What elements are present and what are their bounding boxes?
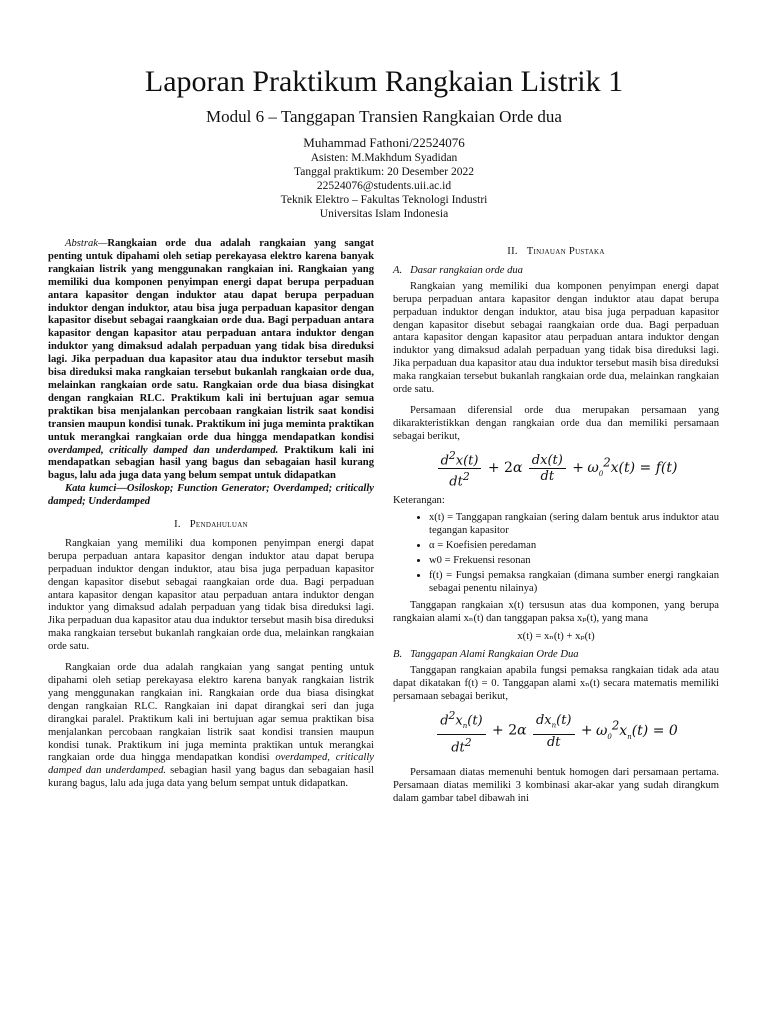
section-title-2: Tinjauan Pustaka [526, 246, 605, 257]
paper-title: Laporan Praktikum Rangkaian Listrik 1 [144, 65, 624, 98]
keywords: Kata kumci—Osiloskop; Function Generator; Overdamped; critically damped; Underdamped [48, 483, 374, 508]
equation-homogeneous: $\frac{d^2x_n(t)}{dt^2}$ + 2α $\frac{dx_n(t)}{dt}$ + $\omega_0^2x_n(t) = 0$ [393, 708, 719, 755]
abstract-text-italic: overdamped, critically damped dan underdamped. [48, 444, 279, 456]
paper-subtitle: Modul 6 – Tanggapan Transien Rangkaian Orde dua [206, 107, 562, 126]
intro-p2-b: sebagian hasil yang bagus dan sebagaian hasil kurang bagus, lalu ada juga data yang belum sempat untuk didapatkan. [48, 765, 374, 790]
basics-paragraph-2: Persamaan diferensial orde dua merupakan persamaan yang dikarakteristikkan dengan rangkaian orde dua dan memiliki persamaan sebagai berikut, [393, 404, 719, 442]
natural-response-paragraph-2: Persamaan diatas memenuhi bentuk homogen dari persamaan pertama. Persamaan diatas memiliki 3 kombinasi akar-akar yang sudah dirangkum dalam gambar tabel dibawah ini [393, 767, 719, 805]
intro-p2-italic: overdamped, critically damped dan underdamped. [48, 752, 374, 777]
assistant-name: Asisten: M.Makhdum Syadidan [310, 152, 458, 164]
abstract-label: Abstrak— [65, 238, 108, 249]
left-column [48, 238, 374, 791]
section-heading-1 [48, 519, 374, 532]
subsection-b-heading [393, 649, 719, 662]
university: Universitas Islam Indonesia [319, 208, 449, 220]
intro-paragraph-1: Rangkaian yang memiliki dua komponen penyimpan energi dapat berupa perpaduan antara kapasitor dengan induktor atau dapat berupa perpaduan induktor dengan induktor, atau bisa juga perpaduan kapasitor dengan kapasitor disebut sebagai raangkaian orde dua. Bagi perpaduan antara kapasitor dengan kapasitor atau perpaduan antara induktor dengan induktor yang dimaksud adalah perpaduan yang tidak bisa direduksi lagi. Jika perpaduan dua kapasitor atau dua induktor tersebut masih bisa direduksi maka rangkaian tersebut bukanlah rangkaian orde dua, melainkan rangkaian orde satu. [48, 537, 374, 653]
subsection-b-label: B. [393, 649, 403, 661]
section-heading-2 [393, 246, 719, 259]
abstract-text-b: Praktikum kali ini mendapatkan sebagian hasil yang bagus dan sebagaian hasil kurang bagus, lalu ada juga data yang belum sempat untuk didapatkan [48, 444, 374, 482]
practicum-date: Tanggal praktikum: 20 Desember 2022 [294, 166, 474, 178]
author-email: 22524076@students.uii.ac.id [316, 180, 452, 192]
basics-paragraph-1: Rangkaian yang memiliki dua komponen penyimpan energi dapat berupa perpaduan antara kapasitor dengan induktor atau dapat berupa perpaduan induktor dengan induktor, atau bisa juga perpaduan kapasitor dengan kapasitor disebut sebagai raangkaian orde dua. Bagi perpaduan antara kapasitor dengan kapasitor atau perpaduan antara induktor dengan induktor yang dimaksud adalah perpaduan yang tidak bisa direduksi lagi. Jika perpaduan dua kapasitor atau dua induktor tersebut masih bisa direduksi maka rangkaian tersebut bukanlah rangkaian orde dua, melainkan rangkaian orde satu. [393, 280, 719, 396]
subsection-a-heading [393, 265, 719, 278]
intro-paragraph-2 [48, 662, 374, 791]
author-name: Muhammad Fathoni/22524076 [303, 135, 465, 150]
subsection-b-title: Tanggapan Alami Rangkaian Orde Dua [410, 649, 579, 661]
intro-p2-a: Rangkaian orde dua adalah rangkaian yang sangat penting untuk dipahami oleh setiap perekayasa elektro karena banyak rangkaian listrik yang menggunakan rangkaian ini. Rangkaian orde dua biasa disingkat dengan rangkaian RLC. Rangkaian ini dapat dirangkai seri dan juga dirangkai paralel. Praktikum kali ini bertujuan agar semua praktikan bisa menjalankan percobaan rangkaian listrik saat kondisi transien maupun kondisi tunak. Praktikum ini juga meminta praktikan untuk merangkai rangkaian orde dua hingga mendapatkan kondisi [48, 662, 374, 764]
equation-second-order: $\frac{d^2x(t)}{dt^2}$ + 2α $\frac{dx(t)}{dt}$ + $\omega_0^2x(t) = f(t)$ [393, 448, 719, 490]
keterangan-list [393, 512, 719, 595]
section-title-1: Pendahuluan [189, 519, 248, 531]
subsection-a-title: Dasar rangkaian orde dua [410, 264, 523, 276]
section-number-1: I. [174, 519, 181, 531]
natural-response-paragraph-1: Tanggapan rangkaian apabila fungsi pemaksa rangkaian tidak ada atau dapat dikatakan f(t) = 0. Tanggapan alami xₙ(t) secara matematis memiliki persamaan sebagai berikut, [393, 665, 719, 703]
right-column [393, 238, 719, 806]
keterangan-label: Keterangan: [393, 495, 445, 507]
abstract-text-a: Rangkaian orde dua adalah rangkaian yang sangat penting untuk dipahami oleh setiap perekayasa elektro karena banyak rangkaian listrik yang menggunakan rangkaian ini. Rangkaian yang memiliki dua komponen penyimpan energi dapat berupa perpaduan antara kapasitor dengan induktor atau dapat berupa perpaduan induktor dengan induktor, atau bisa juga perpaduan kapasitor dengan kapasitor disebut sebagai raangkaian orde dua. Bagi perpaduan antara kapasitor dengan kapasitor atau perpaduan antara induktor dengan induktor yang dimaksud adalah perpaduan yang tidak bisa direduksi lagi. Jika perpaduan dua kapasitor atau dua induktor tersebut masih bisa direduksi maka rangkaian tersebut bukanlah rangkaian orde dua, melainkan rangkaian orde satu. Rangkaian orde dua biasa disingkat dengan rangkaian RLC. Praktikum kali ini bertujuan agar semua praktikan bisa menjalankan percobaan rangkaian listrik saat kondisi transien maupun kondisi tunak. Praktikum ini juga meminta praktikan untuk merangkai rangkaian orde dua hingga mendapatkan kondisi [48, 238, 374, 443]
list-item: • w0 = Frekuensi resonan [429, 555, 719, 568]
author-block [0, 135, 768, 221]
subsection-a-label: A. [393, 264, 403, 276]
list-item: • x(t) = Tanggapan rangkaian (sering dalam bentuk arus induktor atau tegangan kapasitor [429, 512, 719, 538]
response-paragraph: Tanggapan rangkaian x(t) tersusun atas dua komponen, yang berupa rangkaian alami xₙ(t) dan tanggapan paksa xₚ(t), yang mana [393, 599, 719, 624]
list-item: • f(t) = Fungsi pemaksa rangkaian (dimana sumber energi rangkaian sebagai penentu nilainya) [429, 570, 719, 596]
list-item: • α = Koefisien peredaman [429, 540, 719, 553]
abstract [48, 238, 374, 483]
department: Teknik Elektro – Fakultas Teknologi Industri [280, 194, 488, 206]
equation-response-sum: x(t) = xₙ(t) + xₚ(t) [517, 630, 595, 642]
section-number-2: II. [507, 246, 518, 257]
